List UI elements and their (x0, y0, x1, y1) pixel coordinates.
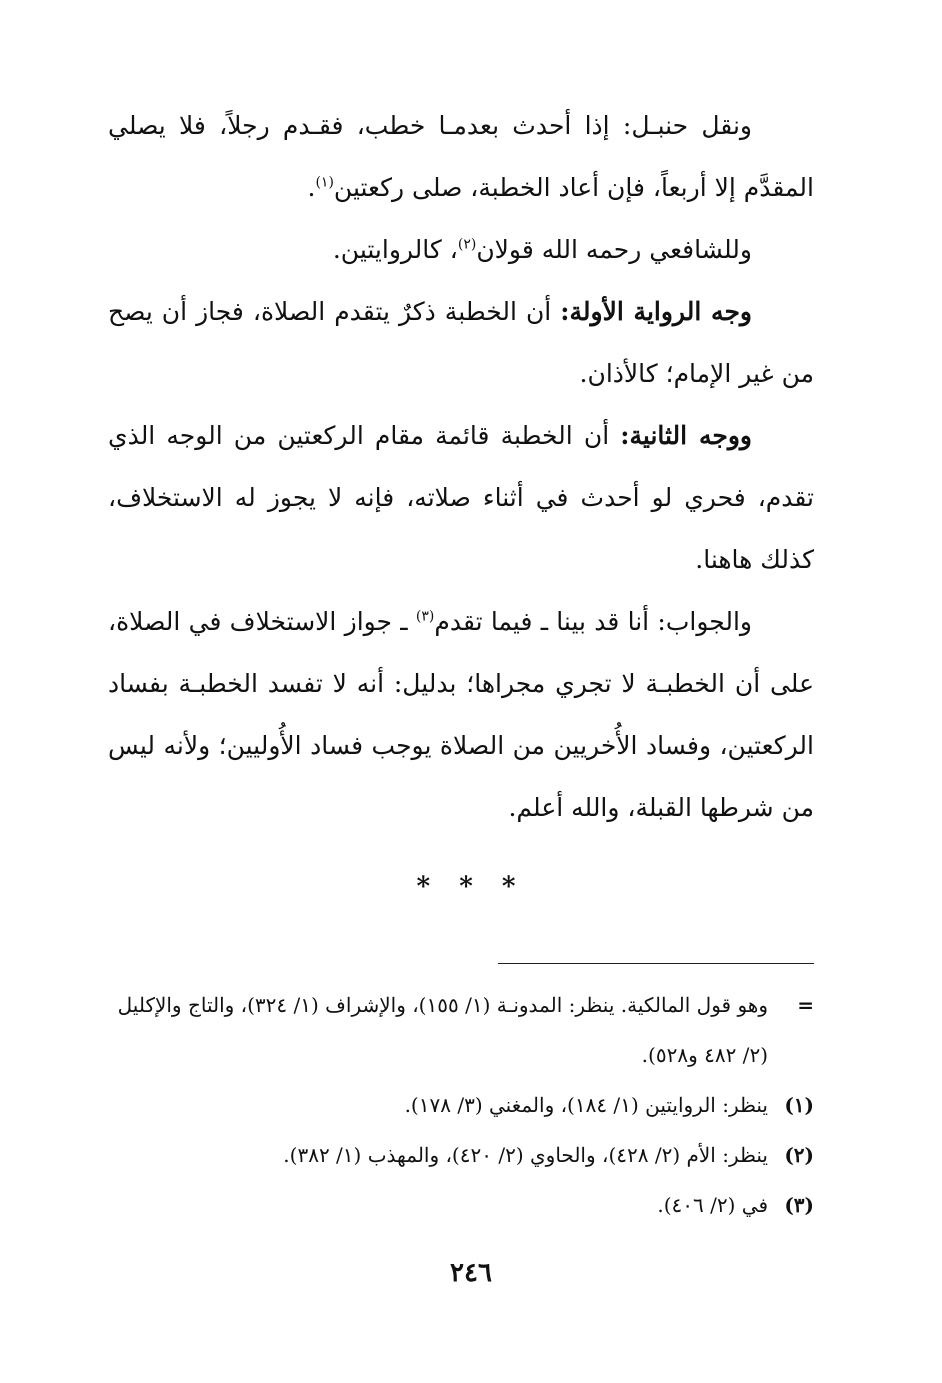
paragraph (108, 95, 814, 219)
footnote-text: ينظر: الأم (٢/ ٤٢٨)، والحاوي (٢/ ٤٢٠)، والمهذب (١/ ٣٨٢). (283, 1143, 768, 1167)
paragraph-text: وللشافعي رحمه الله قولان (476, 235, 752, 264)
footnote-number: (١) (784, 1093, 814, 1117)
paragraph-lead: وجه الرواية الأولة: (560, 297, 752, 326)
footnotes (108, 980, 814, 1230)
paragraph-lead: ووجه الثانية: (620, 421, 752, 450)
paragraph (108, 281, 814, 405)
paragraph (108, 405, 814, 591)
footnote-ref: (٣) (415, 608, 435, 625)
paragraph (108, 219, 814, 281)
section-separator: * * * (416, 872, 526, 902)
main-text (108, 95, 814, 839)
footnote-text: ينظر: الروايتين (١/ ١٨٤)، والمغني (٣/ ١٧٨). (404, 1093, 768, 1117)
footnote (108, 1130, 814, 1180)
footnote (108, 980, 814, 1080)
footnote-number: = (797, 993, 814, 1017)
paragraph (108, 591, 814, 839)
footnote-number: (٣) (784, 1193, 814, 1217)
paragraph-tail: ـ جواز الاستخلاف في الصلاة، على أن الخطبـة لا تجري مجراها؛ بدليل: أنه لا تفسد الخطبـة بفساد الركعتين، وفساد الأُخريين من الصلاة يوجب فساد الأُوليين؛ ولأنه ليس من شرطها القبلة، والله أعلم. (108, 607, 814, 822)
footnote (108, 1180, 814, 1230)
page-number: ٢٤٦ (450, 1258, 492, 1288)
paragraph-text: أن الخطبة قائمة مقام الركعتين من الوجه الذي تقدم، فحري لو أحدث في أثناء صلاته، فإنه لا يجوز له الاستخلاف، كذلك هاهنا. (108, 421, 814, 574)
footnote-text: وهو قول المالكية. ينظر: المدونـة (١/ ١٥٥)، والإشراف (١/ ٣٢٤)، والتاج والإكليل (٢/ ٤٨٢ و٥٢٨). (117, 993, 768, 1067)
footnote-ref: (٢) (457, 236, 477, 253)
paragraph-text: والجواب: أنا قد بينا ـ فيما تقدم (434, 607, 753, 636)
paragraph-text: أن الخطبة ذكرٌ يتقدم الصلاة، فجاز أن يصح من غير الإمام؛ كالأذان. (108, 297, 814, 388)
paragraph-tail: ، كالروايتين. (332, 235, 458, 264)
footnote-text: في (٢/ ٤٠٦). (657, 1193, 768, 1217)
footnote-number: (٢) (784, 1143, 814, 1167)
footnote-ref: (١) (315, 174, 334, 191)
footnote (108, 1080, 814, 1130)
paragraph-text: ونقل حنبـل: إذا أحدث بعدمـا خطب، فقـدم رجلاً، فلا يصلي المقدَّم إلا أربعاً، فإن أعاد الخطبة، صلى ركعتين (108, 111, 814, 202)
paragraph-tail: . (307, 173, 316, 202)
footnote-rule (498, 963, 814, 964)
